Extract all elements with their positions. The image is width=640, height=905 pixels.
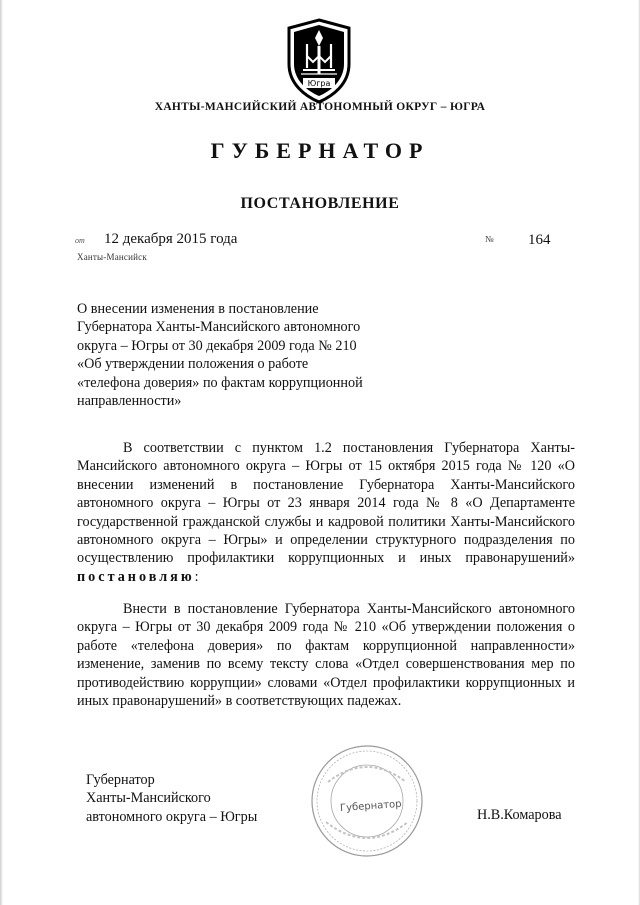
operative-text: Внести в постановление Губернатора Ханты-Мансийского автономного округа – Югры от 30 декабря 2009 года № 210 «Об утверждении положения о работе «телефона доверия» по фактам коррупционной направленности» изменение, заменив по всему тексту слова «Отдел совершенствования мер по противодействию коррупции» словами «Отдел профилактики коррупционных и иных правонарушений» в соответствующих падежах. (77, 601, 575, 710)
subject-line: направленности» (77, 393, 182, 410)
stamp-text: Губернатор (339, 798, 402, 815)
issuer-title: ГУБЕРНАТОР (210, 138, 430, 163)
document-subject (77, 300, 407, 410)
document-number: 164 (528, 232, 551, 248)
signatory-position (86, 771, 257, 826)
signatory-position-line: Губернатор (86, 772, 155, 788)
scan-edge-left (0, 0, 3, 905)
document-date: 12 декабря 2015 года (104, 231, 238, 247)
document-type: ПОСТАНОВЛЕНИЕ (240, 195, 400, 212)
subject-line: «телефона доверия» по фактам коррупционной (77, 374, 363, 391)
subject-line: «Об утверждении положения о работе (77, 356, 309, 373)
signatory-name: Н.В.Комарова (477, 807, 562, 823)
resolve-keyword: постановляю (77, 568, 195, 585)
preamble-paragraph (77, 439, 575, 586)
region-name: ХАНТЫ-МАНСИЙСКИЙ АВТОНОМНЫЙ ОКРУГ – ЮГРА (154, 101, 486, 113)
subject-line: Губернатора Ханты-Мансийского автономного (77, 319, 361, 336)
operative-paragraph (77, 600, 575, 710)
document-city: Ханты-Мансийск (77, 252, 147, 262)
subject-line: О внесении изменения в постановление (77, 301, 319, 317)
preamble-text: В соответствии с пунктом 1.2 постановления Губернатора Ханты-Мансийского автономного округа – Югры от 15 октября 2015 года № 120 «О внесении изменений в постановление Губернатора Ханты-Мансийского автономного округа – Югры от 23 января 2014 года № 8 «О Департаменте государственной гражданской службы и кадровой политики Ханты-Мансийского автономного округа – Югры» и определении структурного подразделения по осуществлению профилактики коррупционных и иных правонарушений» (77, 440, 575, 567)
signatory-position-line: Ханты-Мансийского (86, 790, 211, 807)
signatory-position-line: автономного округа – Югры (86, 808, 258, 825)
number-label: № (485, 234, 494, 244)
date-prefix: от (75, 236, 85, 245)
subject-line: округа – Югры от 30 декабря 2009 года № 210 (77, 337, 357, 354)
coat-of-arms-icon (283, 18, 355, 104)
crest-text: Югра (307, 79, 331, 88)
resolve-punct: : (194, 568, 199, 585)
